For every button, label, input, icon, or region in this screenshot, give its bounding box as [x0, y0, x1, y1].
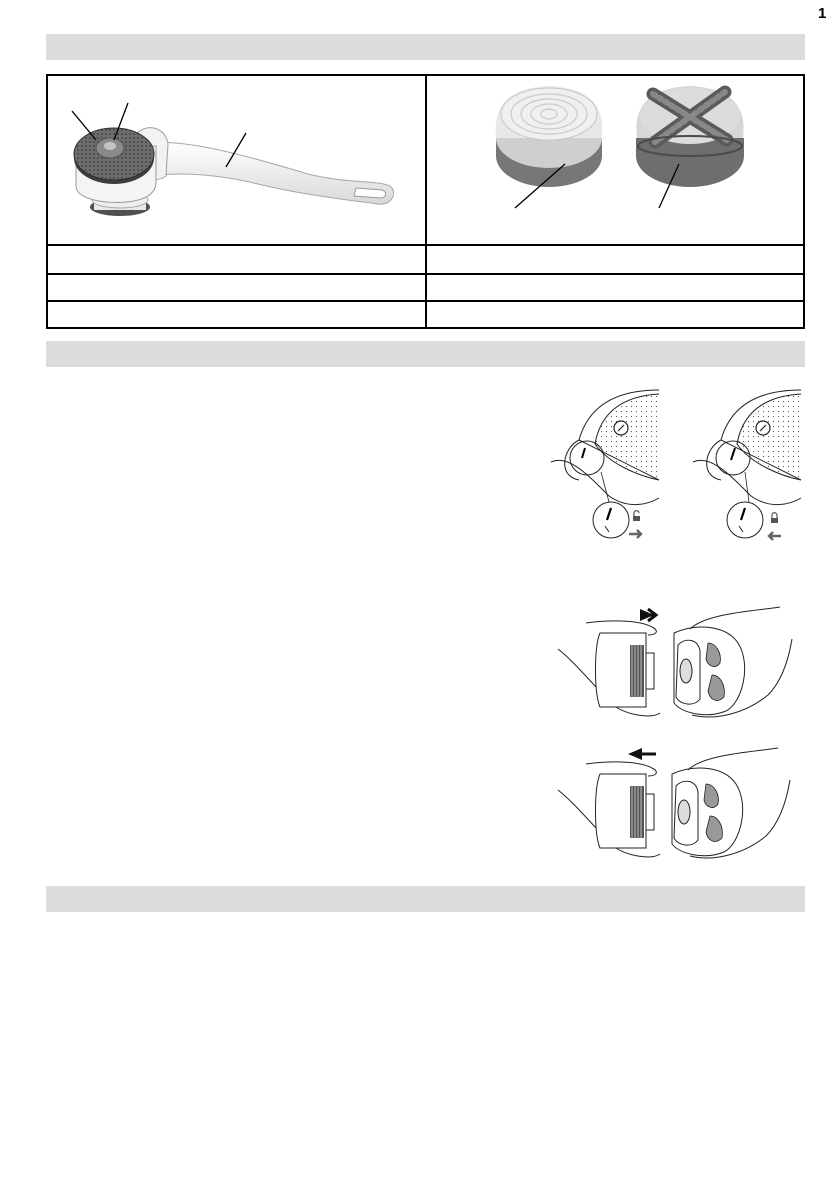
unlock-icon	[633, 511, 640, 521]
detach-head-diagram	[556, 603, 796, 723]
section-header-assembly	[46, 341, 805, 367]
table-divider	[48, 300, 803, 302]
section-header-usage	[46, 886, 805, 912]
brush-heads-illustration	[427, 76, 803, 242]
parts-table	[46, 74, 805, 329]
section-header-parts	[46, 34, 805, 60]
body-brush-illustration	[48, 76, 425, 242]
table-divider	[48, 244, 803, 246]
lock-diagram	[691, 384, 801, 542]
page-number: 1	[818, 5, 827, 22]
unlock-diagram	[549, 384, 659, 542]
attach-head-diagram	[556, 742, 796, 864]
lock-icon	[771, 513, 778, 523]
table-divider	[48, 273, 803, 275]
